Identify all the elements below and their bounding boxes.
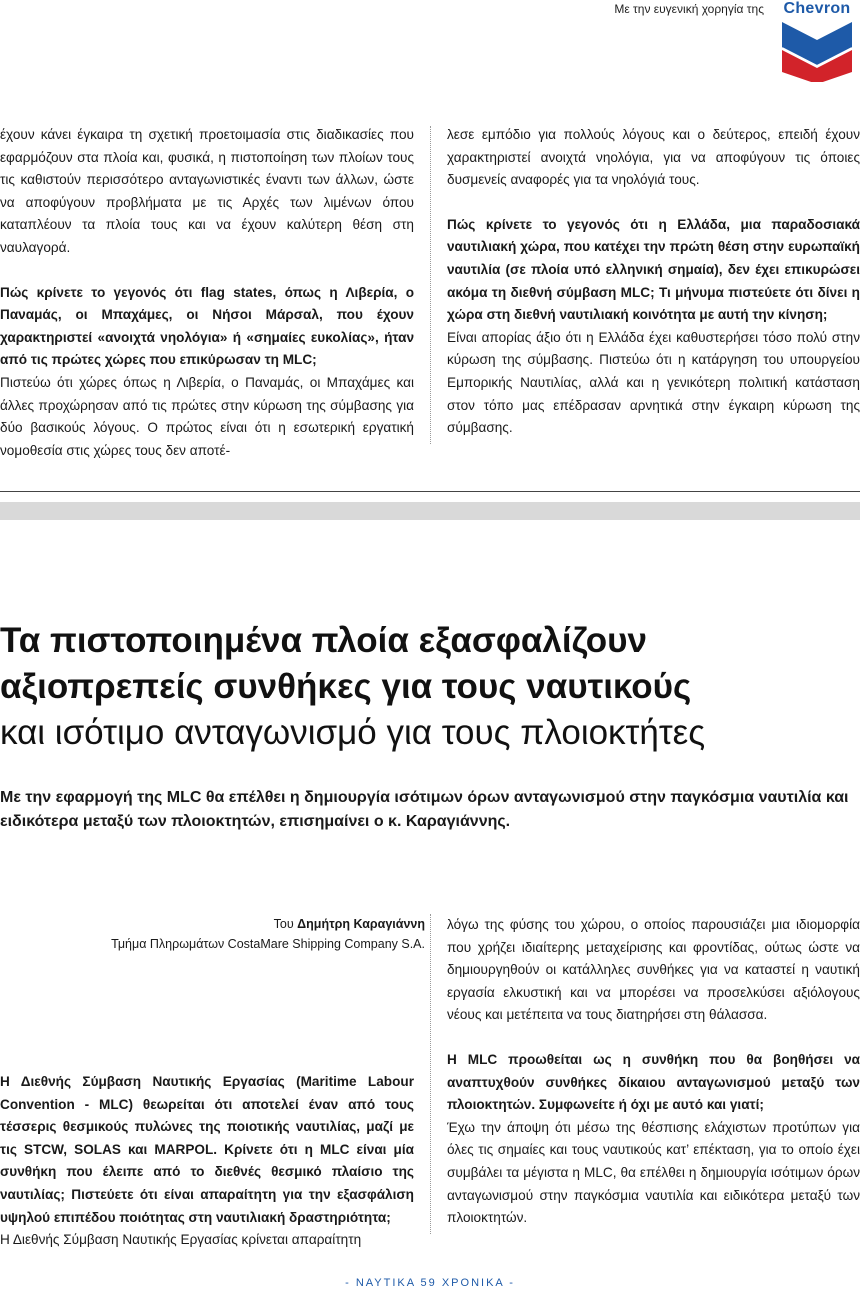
byline-name: Δημήτρη Καραγιάννη [297,917,425,931]
column-divider-bottom [430,914,431,1234]
section-rule [0,491,860,492]
paragraph-gap [0,260,414,282]
paragraph-gap [447,1027,860,1049]
logo-wordmark: Chevron [783,0,851,17]
question-paragraph: Η MLC προωθείται ως η συνθήκη που θα βοηθήσει να αναπτυχθούν συνθήκες δίκαιου ανταγωνισμού μεταξύ των πλοιοκτητών. Συμφωνείτε ή όχι με αυτό και γιατί; [447,1051,860,1113]
question-paragraph: Πώς κρίνετε το γεγονός ότι η Ελλάδα, μια παραδοσιακά ναυτιλιακή χώρα, που κατέχει την πρώτη θέση στην ευρωπαϊκή ναυτιλία (σε πλοία υπό ελληνική σημαία), δεν έχει επικυρώσει ακόμα τη διεθνή σύμβαση MLC; Τι μήνυμα πιστεύετε ότι δίνει η χώρα στη διεθνή ναυτιλιακή κοινότητα με αυτή την κίνηση; [447,216,860,323]
question-paragraph: Η Διεθνής Σύμβαση Ναυτικής Εργασίας (Maritime Labour Convention - MLC) θεωρείται ότι αποτελεί έναν από τους τέσσερις θεσμικούς πυλώνες της ποιοτικής ναυτιλίας, μαζί με τις STCW, SOLAS και MARPOL. Κρίνετε ότι η MLC είναι μία συνθήκη που έλειπε από το διεθνές θεσμικό πλαίσιο της ναυτιλίας; Πιστεύετε ότι είναι απαραίτητη για την εξασφάλιση υψηλού επιπέδου ποιότητας στη ναυτιλιακή δραστηριότητα; [0,1074,414,1225]
byline-prefix: Του [273,917,298,931]
byline [0,914,425,954]
title-line-3: και ισότιμο ανταγωνισμό για τους πλοιοκτήτες [0,713,706,752]
section-band [0,502,860,520]
answer-paragraph: έχουν κάνει έγκαιρα τη σχετική προετοιμασία στις διαδικασίες που εφαρμόζουν στα πλοία και, φυσικά, η πιστοποίηση των πλοίων τους τις καθιστούν περισσότερο ανταγωνιστικές έναντι των άλλων, ώστε να αποφύγουν προβλήματα με τις Αρχές των λιμένων όπου καταπλέουν τα πλοία τους και να έχουν καλύτερη θέση στη ναυλαγορά. [0,127,414,255]
column-divider-top [430,126,431,444]
byline-role: Τμήμα Πληρωμάτων CostaMare Shipping Company S.A. [111,937,425,951]
answer-paragraph: Η Διεθνής Σύμβαση Ναυτικής Εργασίας κρίνεται απαραίτητη [0,1232,362,1248]
answer-paragraph: Πιστεύω ότι χώρες όπως η Λιβερία, ο Παναμάς, οι Μπαχάμες και άλλες προχώρησαν από τις πρώτες στην κύρωση της σύμβασης για δύο βασικούς λόγους. Ο πρώτος είναι ότι η εσωτερική εργατική νομοθεσία στις χώρες τους δεν αποτέ- [0,374,414,458]
chevron-logo [776,0,858,82]
bottom-left-column [0,1071,414,1252]
paragraph-gap [447,192,860,214]
question-paragraph: Πώς κρίνετε το γεγονός ότι flag states, όπως η Λιβερία, ο Παναμάς, οι Μπαχάμες, οι Νήσοι Μάρσαλ, που έχουν χαρακτηριστεί «ανοιχτά νηολόγια» ή «σημαίες ευκολίας», ήταν από τις πρώτες χώρες που επικύρωσαν τη MLC; [0,284,414,368]
page-footer: - ΝΑΥΤΙΚΑ 59 ΧΡΟΝΙΚΑ - [345,1277,515,1289]
answer-paragraph: λεσε εμπόδιο για πολλούς λόγους και ο δεύτερος, επειδή έχουν χαρακτηριστεί ανοιχτά νηολόγια, για να αποφύγουν τις όποιες δυσμενείς αναφορές για τα νηολόγιά τους. [447,127,860,188]
article-title [0,618,860,756]
bottom-right-column [447,914,860,1230]
chevron-emblem-icon [776,0,858,82]
article-lead: Με την εφαρμογή της MLC θα επέλθει η δημιουργία ισότιμων όρων ανταγωνισμού στην παγκόσμια ναυτιλία και ειδικότερα μεταξύ των πλοιοκτητών, επισημαίνει ο κ. Καραγιάννης. [0,789,849,830]
sponsor-credit: Με την ευγενική χορηγία της [614,2,764,16]
top-right-column [447,124,860,440]
answer-paragraph: λόγω της φύσης του χώρου, ο οποίος παρουσιάζει μια ιδιομορφία που χρήζει ιδιαίτερης μεταχείρισης και φροντίδας, ούτως ώστε να δημιουργηθούν οι κατάλληλες συνθήκες για να καταστεί η ναυτική εργασία ελκυστική και να μπορέσει να προσελκύσει αξιόλογους νέους και μετέπειτα να τους διατηρήσει στη θάλασσα. [447,917,860,1023]
title-line-2: αξιοπρεπείς συνθήκες για τους ναυτικούς [0,667,692,706]
title-line-1: Τα πιστοποιημένα πλοία εξασφαλίζουν [0,621,647,660]
answer-paragraph: Είναι απορίας άξιο ότι η Ελλάδα έχει καθυστερήσει τόσο πολύ στην κύρωση της σύμβασης. Πιστεύω ότι η κατάργηση του υπουργείου Εμπορικής Ναυτιλίας, αλλά και η γενικότερη πολιτική κατάσταση στον τόπο μας επέδρασαν αρνητικά στην έγκαιρη κύρωση της σύμβασης. [447,329,860,436]
top-left-column [0,124,414,462]
byline-author [0,914,425,934]
answer-paragraph: Έχω την άποψη ότι μέσω της θέσπισης ελάχιστων προτύπων για όλες τις σημαίες και τους ναυτικούς κατ’ επέκταση, για το οποίο έχει συμβάλει τα μέγιστα η MLC, θα επέλθει η δημιουργία ισότιμων όρων ανταγωνισμού στην παγκόσμια ναυτιλία και ειδικότερα μεταξύ των πλοιοκτητών. [447,1119,860,1226]
